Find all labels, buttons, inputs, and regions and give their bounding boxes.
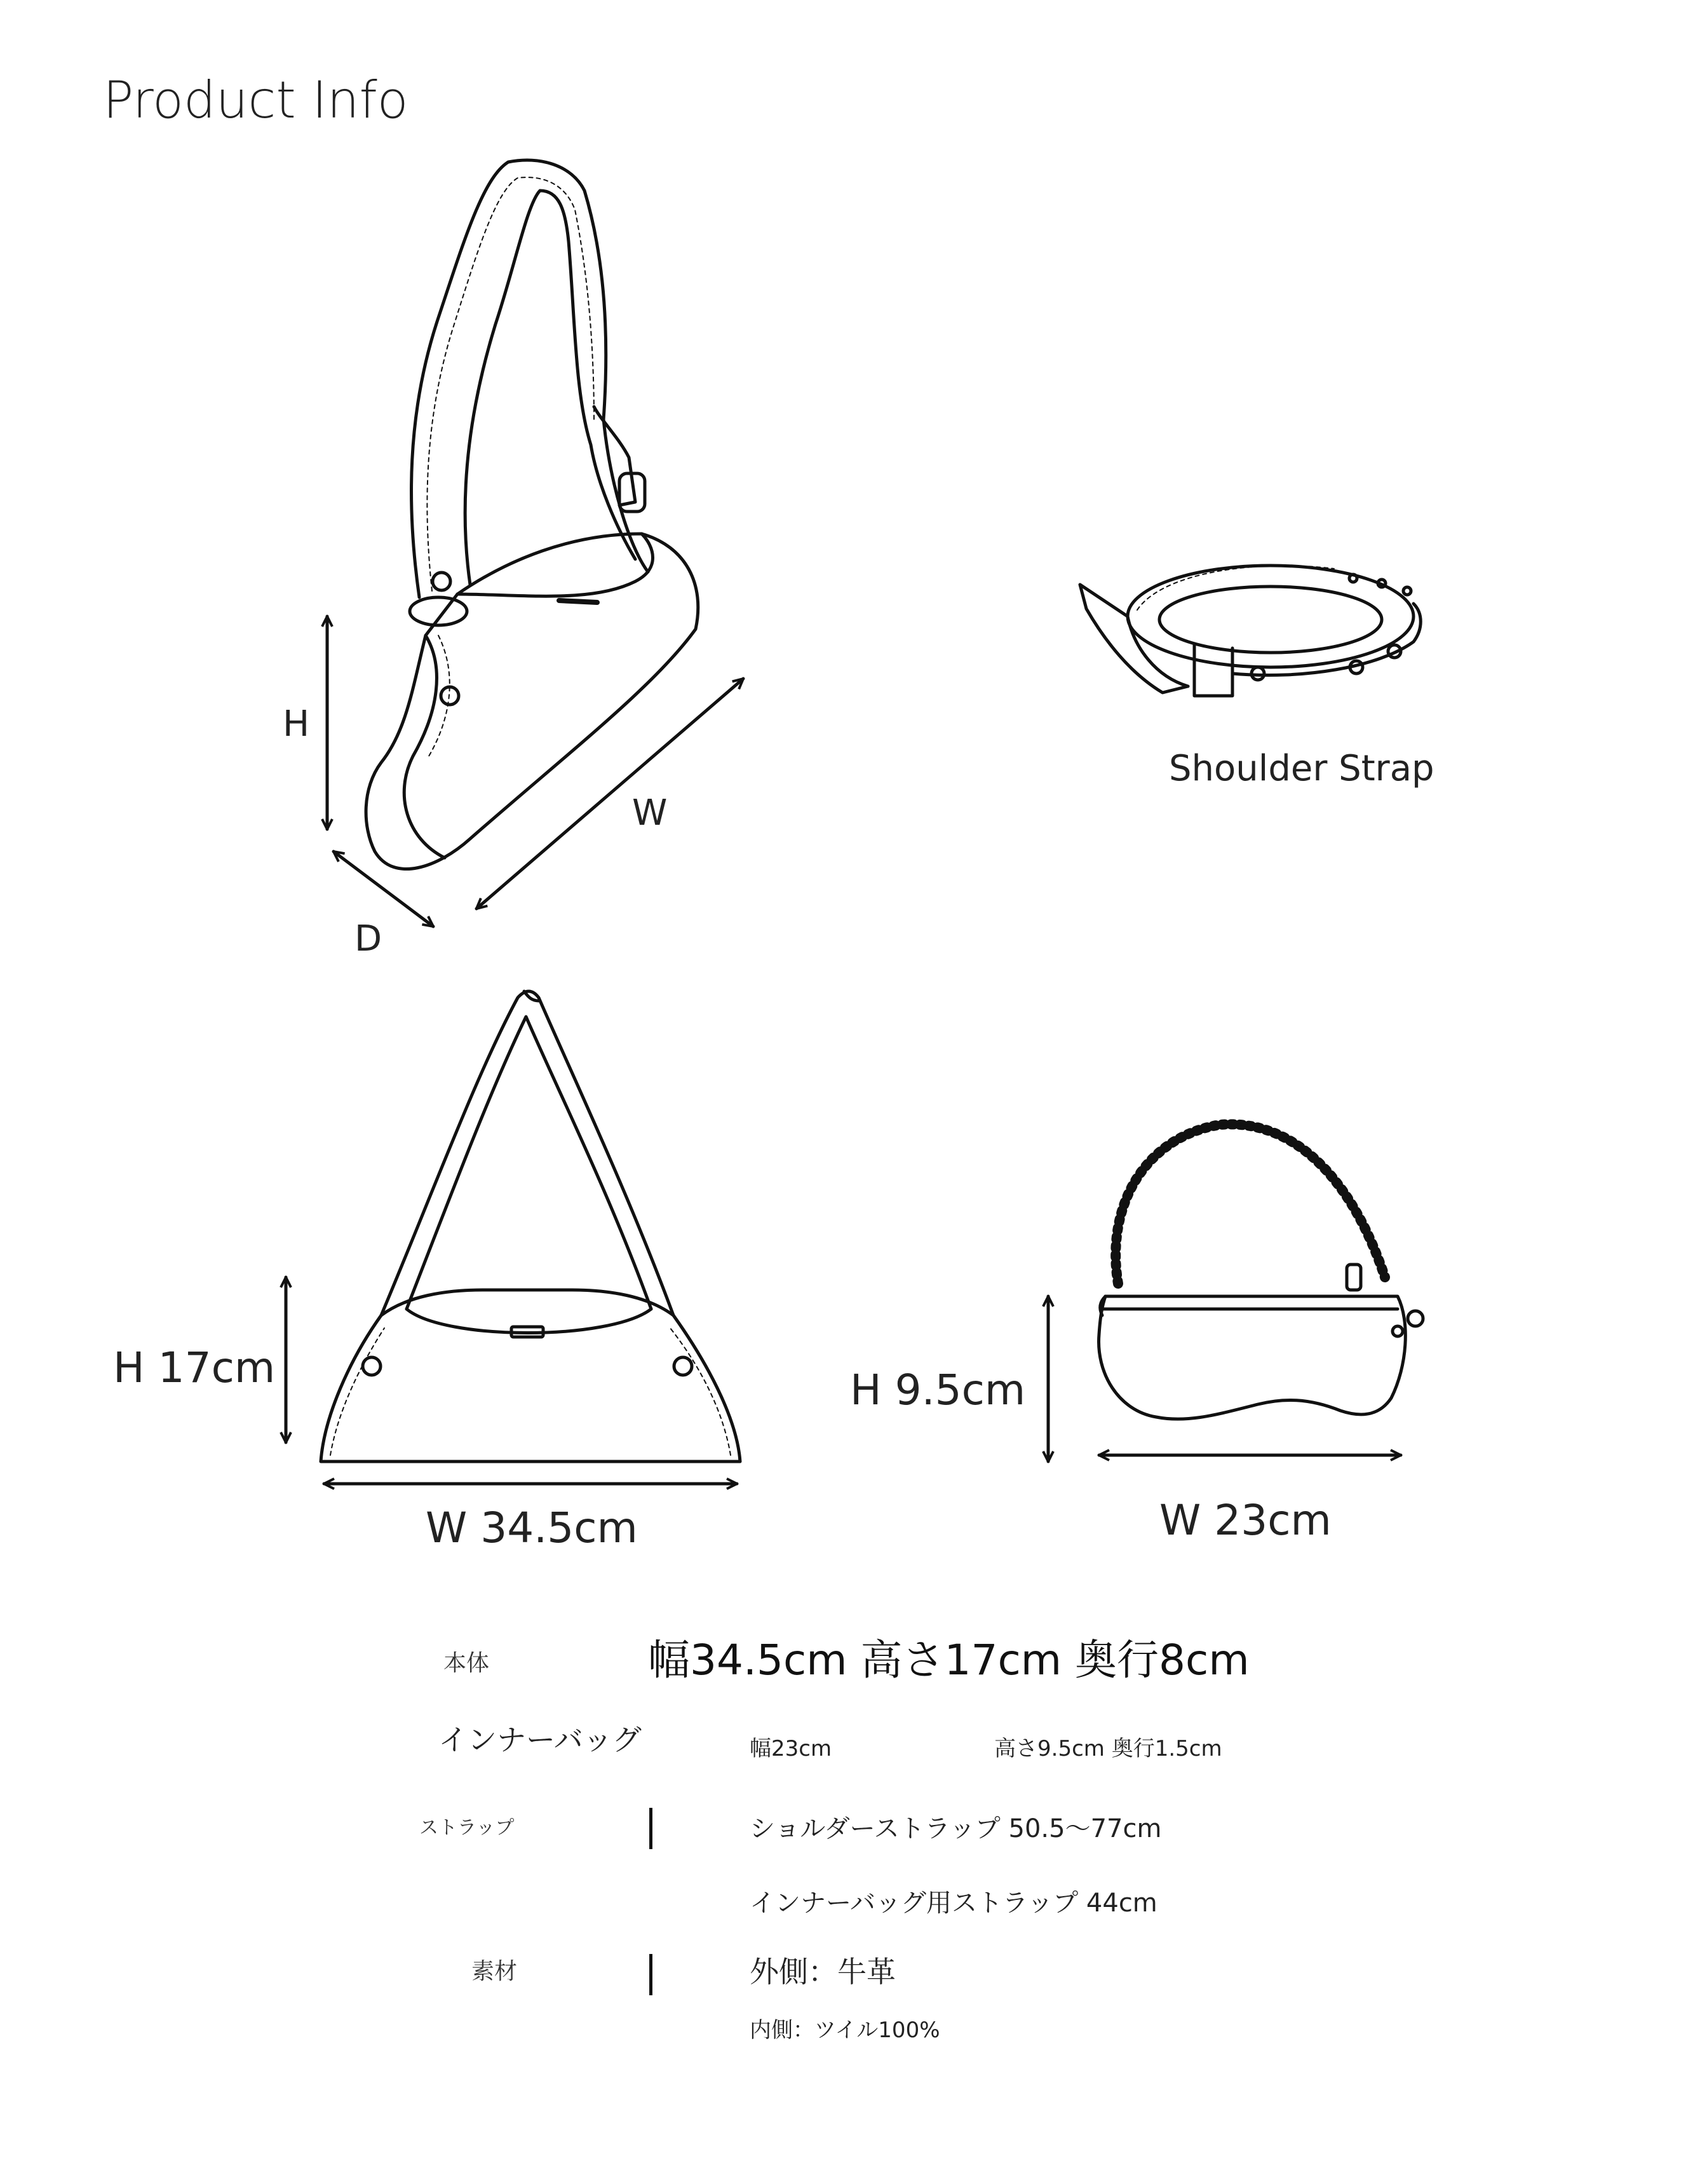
- spec-material-divider: [649, 1954, 652, 1995]
- spec-inner-bag-width: 幅23cm: [750, 1736, 832, 1761]
- spec-material-outer: 外側：牛革: [750, 1955, 896, 1989]
- spec-inner-bag-label: インナーバッグ: [438, 1723, 642, 1757]
- width-arrow: [476, 679, 743, 909]
- spec-material-inner: 内側：ツイル100%: [750, 2018, 940, 2043]
- front-width-label: W 34.5cm: [426, 1503, 638, 1552]
- shoulder-strap-drawing: [1080, 566, 1420, 696]
- spec-strap-inner: インナーバッグ用ストラップ 44cm: [750, 1889, 1157, 1918]
- spec-inner-bag-height-depth: 高さ9.5cm 奥行1.5cm: [994, 1736, 1222, 1761]
- page-title: Product Info: [103, 71, 408, 130]
- angled-width-label: W: [632, 792, 668, 834]
- front-bag-drawing: [321, 991, 740, 1462]
- spec-strap-divider: [649, 1808, 652, 1849]
- inner-bag-drawing: [1099, 1124, 1423, 1419]
- angled-height-label: H: [283, 703, 310, 745]
- spec-strap-label: ストラップ: [419, 1817, 515, 1839]
- inner-width-label: W 23cm: [1159, 1496, 1332, 1545]
- angled-depth-label: D: [354, 918, 382, 960]
- spec-material-label: 素材: [471, 1958, 518, 1984]
- spec-body-label: 本体: [443, 1650, 490, 1676]
- spec-body-value: 幅34.5cm 高さ17cm 奥行8cm: [648, 1636, 1250, 1685]
- spec-strap-shoulder: ショルダーストラップ 50.5〜77cm: [750, 1814, 1162, 1843]
- front-height-label: H 17cm: [113, 1343, 276, 1392]
- shoulder-strap-caption: Shoulder Strap: [1169, 748, 1434, 789]
- inner-height-label: H 9.5cm: [850, 1366, 1026, 1414]
